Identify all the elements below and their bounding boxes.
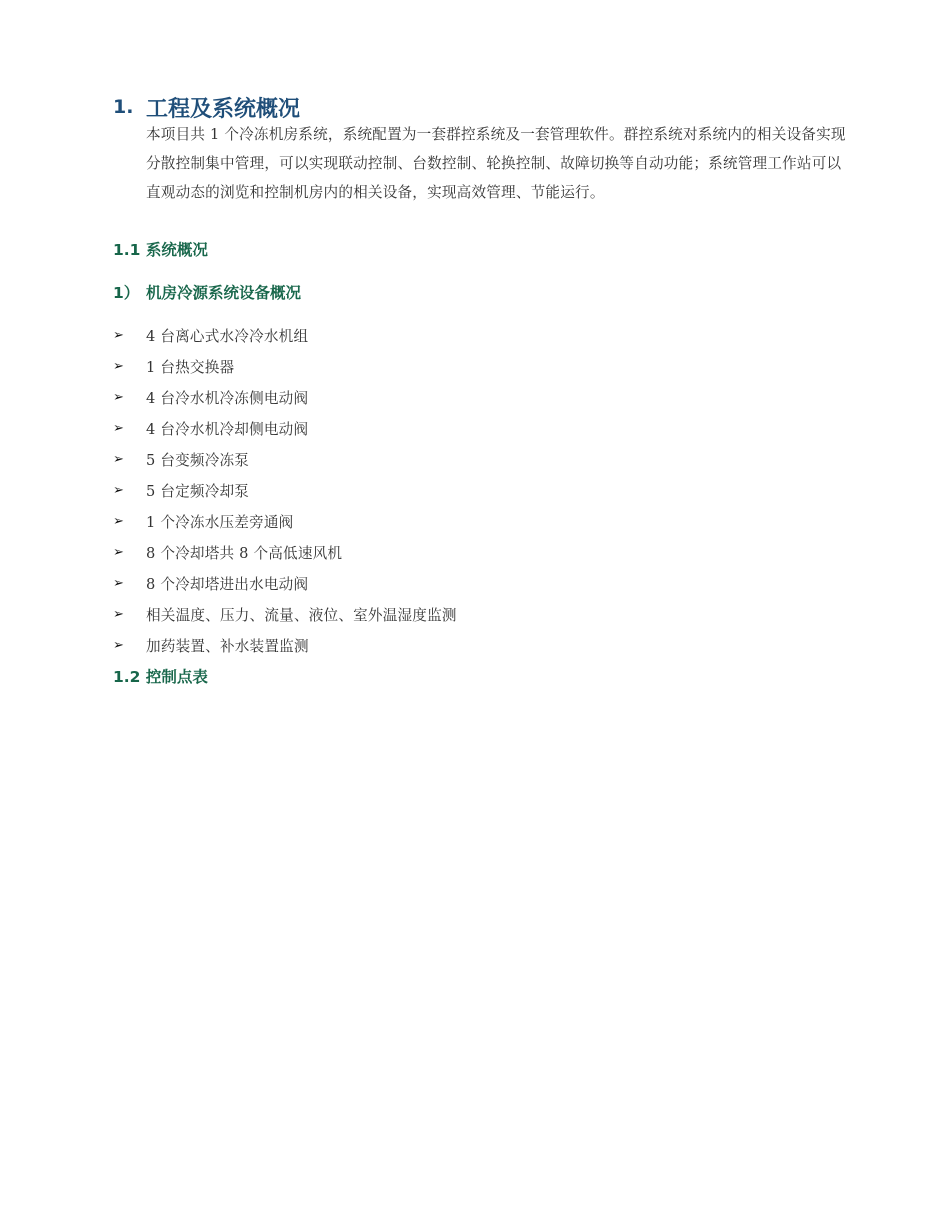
list-item-text: 加药装置、补水装置监测 <box>146 638 309 655</box>
subsubsection-heading <box>113 283 301 303</box>
list-item-text: 1 个冷冻水压差旁通阀 <box>146 514 294 531</box>
arrow-bullet-icon: ➢ <box>113 359 124 374</box>
arrow-bullet-icon: ➢ <box>113 576 124 591</box>
list-item-text: 4 台离心式水冷冷水机组 <box>146 328 309 345</box>
arrow-bullet-icon: ➢ <box>113 483 124 498</box>
list-item <box>113 506 457 537</box>
arrow-bullet-icon: ➢ <box>113 390 124 405</box>
list-item <box>113 320 457 351</box>
list-item <box>113 630 457 661</box>
list-item <box>113 382 457 413</box>
arrow-bullet-icon: ➢ <box>113 421 124 436</box>
list-item <box>113 444 457 475</box>
list-item-text: 8 个冷却塔进出水电动阀 <box>146 576 309 593</box>
list-item <box>113 413 457 444</box>
list-item-text: 4 台冷水机冷却侧电动阀 <box>146 421 309 438</box>
subsection-heading-control-points: 1.2 控制点表 <box>113 668 208 686</box>
arrow-bullet-icon: ➢ <box>113 607 124 622</box>
section-title: 工程及系统概况 <box>146 96 301 122</box>
list-item-text: 5 台变频冷冻泵 <box>146 452 250 469</box>
subsubsection-number: 1） <box>113 284 140 302</box>
list-item-text: 5 台定频冷却泵 <box>146 483 250 500</box>
list-item-text: 8 个冷却塔共 8 个高低速风机 <box>146 545 343 562</box>
arrow-bullet-icon: ➢ <box>113 638 124 653</box>
list-item <box>113 568 457 599</box>
list-item <box>113 475 457 506</box>
arrow-bullet-icon: ➢ <box>113 514 124 529</box>
subsubsection-title: 机房冷源系统设备概况 <box>146 284 302 302</box>
section-number: 1. <box>113 96 134 118</box>
subsection-heading-system-overview: 1.1 系统概况 <box>113 241 208 259</box>
list-item <box>113 537 457 568</box>
arrow-bullet-icon: ➢ <box>113 328 124 343</box>
list-item-text: 4 台冷水机冷冻侧电动阀 <box>146 390 309 407</box>
list-item-text: 1 台热交换器 <box>146 359 235 376</box>
list-item-text: 相关温度、压力、流量、液位、室外温湿度监测 <box>146 607 457 624</box>
arrow-bullet-icon: ➢ <box>113 545 124 560</box>
list-item <box>113 351 457 382</box>
intro-paragraph: 本项目共 1 个冷冻机房系统，系统配置为一套群控系统及一套管理软件。群控系统对系统内的相关设备实现分散控制集中管理，可以实现联动控制、台数控制、轮换控制、故障切换等自动功能；系统管理工作站可以直观动态的浏览和控制机房内的相关设备，实现高效管理、节能运行。 <box>146 126 846 201</box>
section-heading <box>113 90 300 124</box>
equipment-list <box>113 320 457 661</box>
list-item <box>113 599 457 630</box>
arrow-bullet-icon: ➢ <box>113 452 124 467</box>
